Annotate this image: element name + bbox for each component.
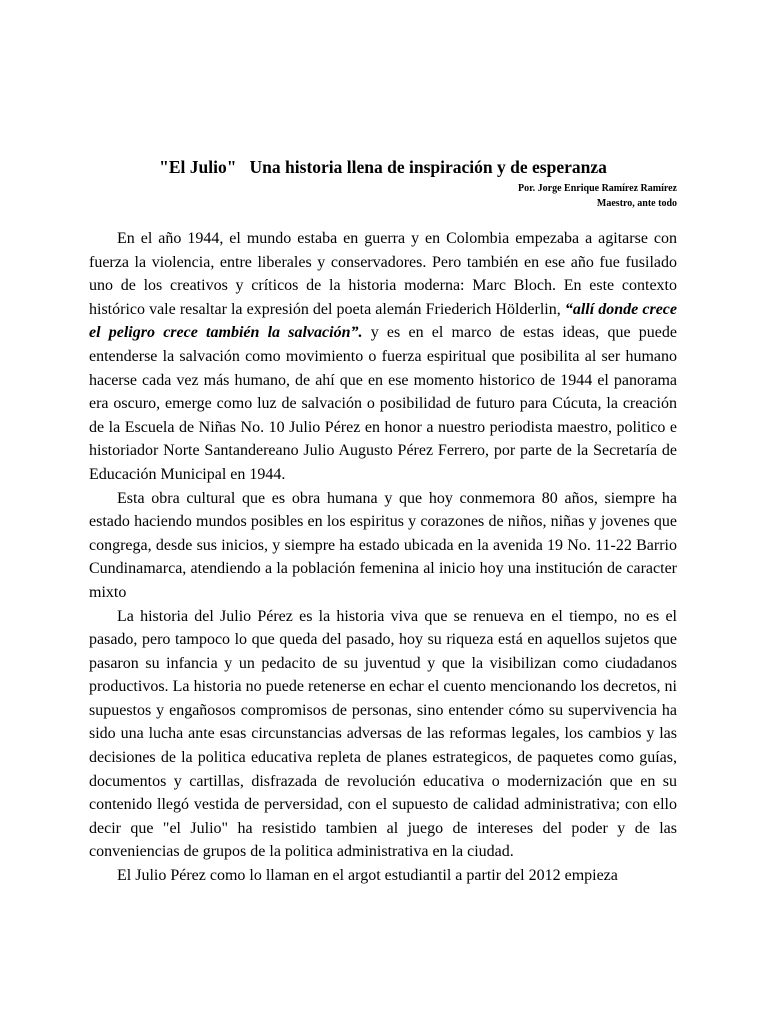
author-role: Maestro, ante todo: [596, 198, 677, 209]
paragraph-3: La historia del Julio Pérez es la historia viva que se renueva en el tiempo, no es el pasado, pero tampoco lo que queda del pasado, hoy su riqueza está en aquellos sujetos que pasaron su infancia y un pedacito de su juventud y que la visibilizan como ciudadanos productivos. La historia no puede retenerse en echar el cuento mencionando los decretos, ni supuestos y engañosos compromisos de personas, sino entender cómo su supervivencia ha sido una lucha ante esas circunstancias adversas de las reformas legales, los cambios y las decisiones de la politica educativa repleta de planes estrategicos, de paquetes como guías, documentos y cartillas, disfrazada de revolución educativa o modernización que en su contenido llegó vestida de perversidad, con el supuesto de calidad administrativa; con ello decir que "el Julio" ha resistido tambien al juego de intereses del poder y de las conveniencias de grupos de la politica administrativa en la ciudad.: [89, 607, 677, 861]
paragraph-4: El Julio Pérez como lo llaman en el argot estudiantil a partir del 2012 empieza: [117, 867, 618, 885]
paragraph-1-text-end: y es en el marco de estas ideas, que puede entenderse la salvación como movimiento o fuerza espiritual que posibilita al ser humano hacerse cada vez más humano, de ahí que en ese momento historico de 1944 el panorama era oscuro, emerge como luz de salvación o posibilidad de futuro para Cúcuta, la creación de la Escuela de Niñas No. 10 Julio Pérez en honor a nuestro periodista maestro, politico e historiador Norte Santandereano Julio Augusto Pérez Ferrero, por parte de la Secretaría de Educación Municipal en 1944.: [89, 324, 677, 483]
author-byline: [89, 181, 677, 211]
author-name: Por. Jorge Enrique Ramírez Ramírez: [518, 183, 677, 194]
paragraph-1: [89, 227, 677, 487]
paragraph-2: Esta obra cultural que es obra humana y que hoy conmemora 80 años, siempre ha estado haciendo mundos posibles en los espiritus y corazones de niños, niñas y jovenes que congrega, desde sus inicios, y siempre ha estado ubicada en la avenida 19 No. 11-22 Barrio Cundinamarca, atendiendo a la población femenina al inicio hoy una institución de caracter mixto: [89, 489, 677, 601]
holderlin-quote: “allí donde crece el peligro crece también la salvación”.: [89, 300, 677, 342]
paragraph-1-text-start: En el año 1944, el mundo estaba en guerra y en Colombia empezaba a agitarse con fuerza la violencia, entre liberales y conservadores. Pero también en ese año fue fusilado uno de los creativos y críticos de la historia moderna: Marc Bloch. En este contexto histórico vale resaltar la expresión del poeta alemán Friederich Hölderlin,: [89, 230, 677, 318]
document-body: [89, 227, 677, 888]
document-title: "El Julio" Una historia llena de inspiración y de esperanza: [159, 157, 607, 177]
